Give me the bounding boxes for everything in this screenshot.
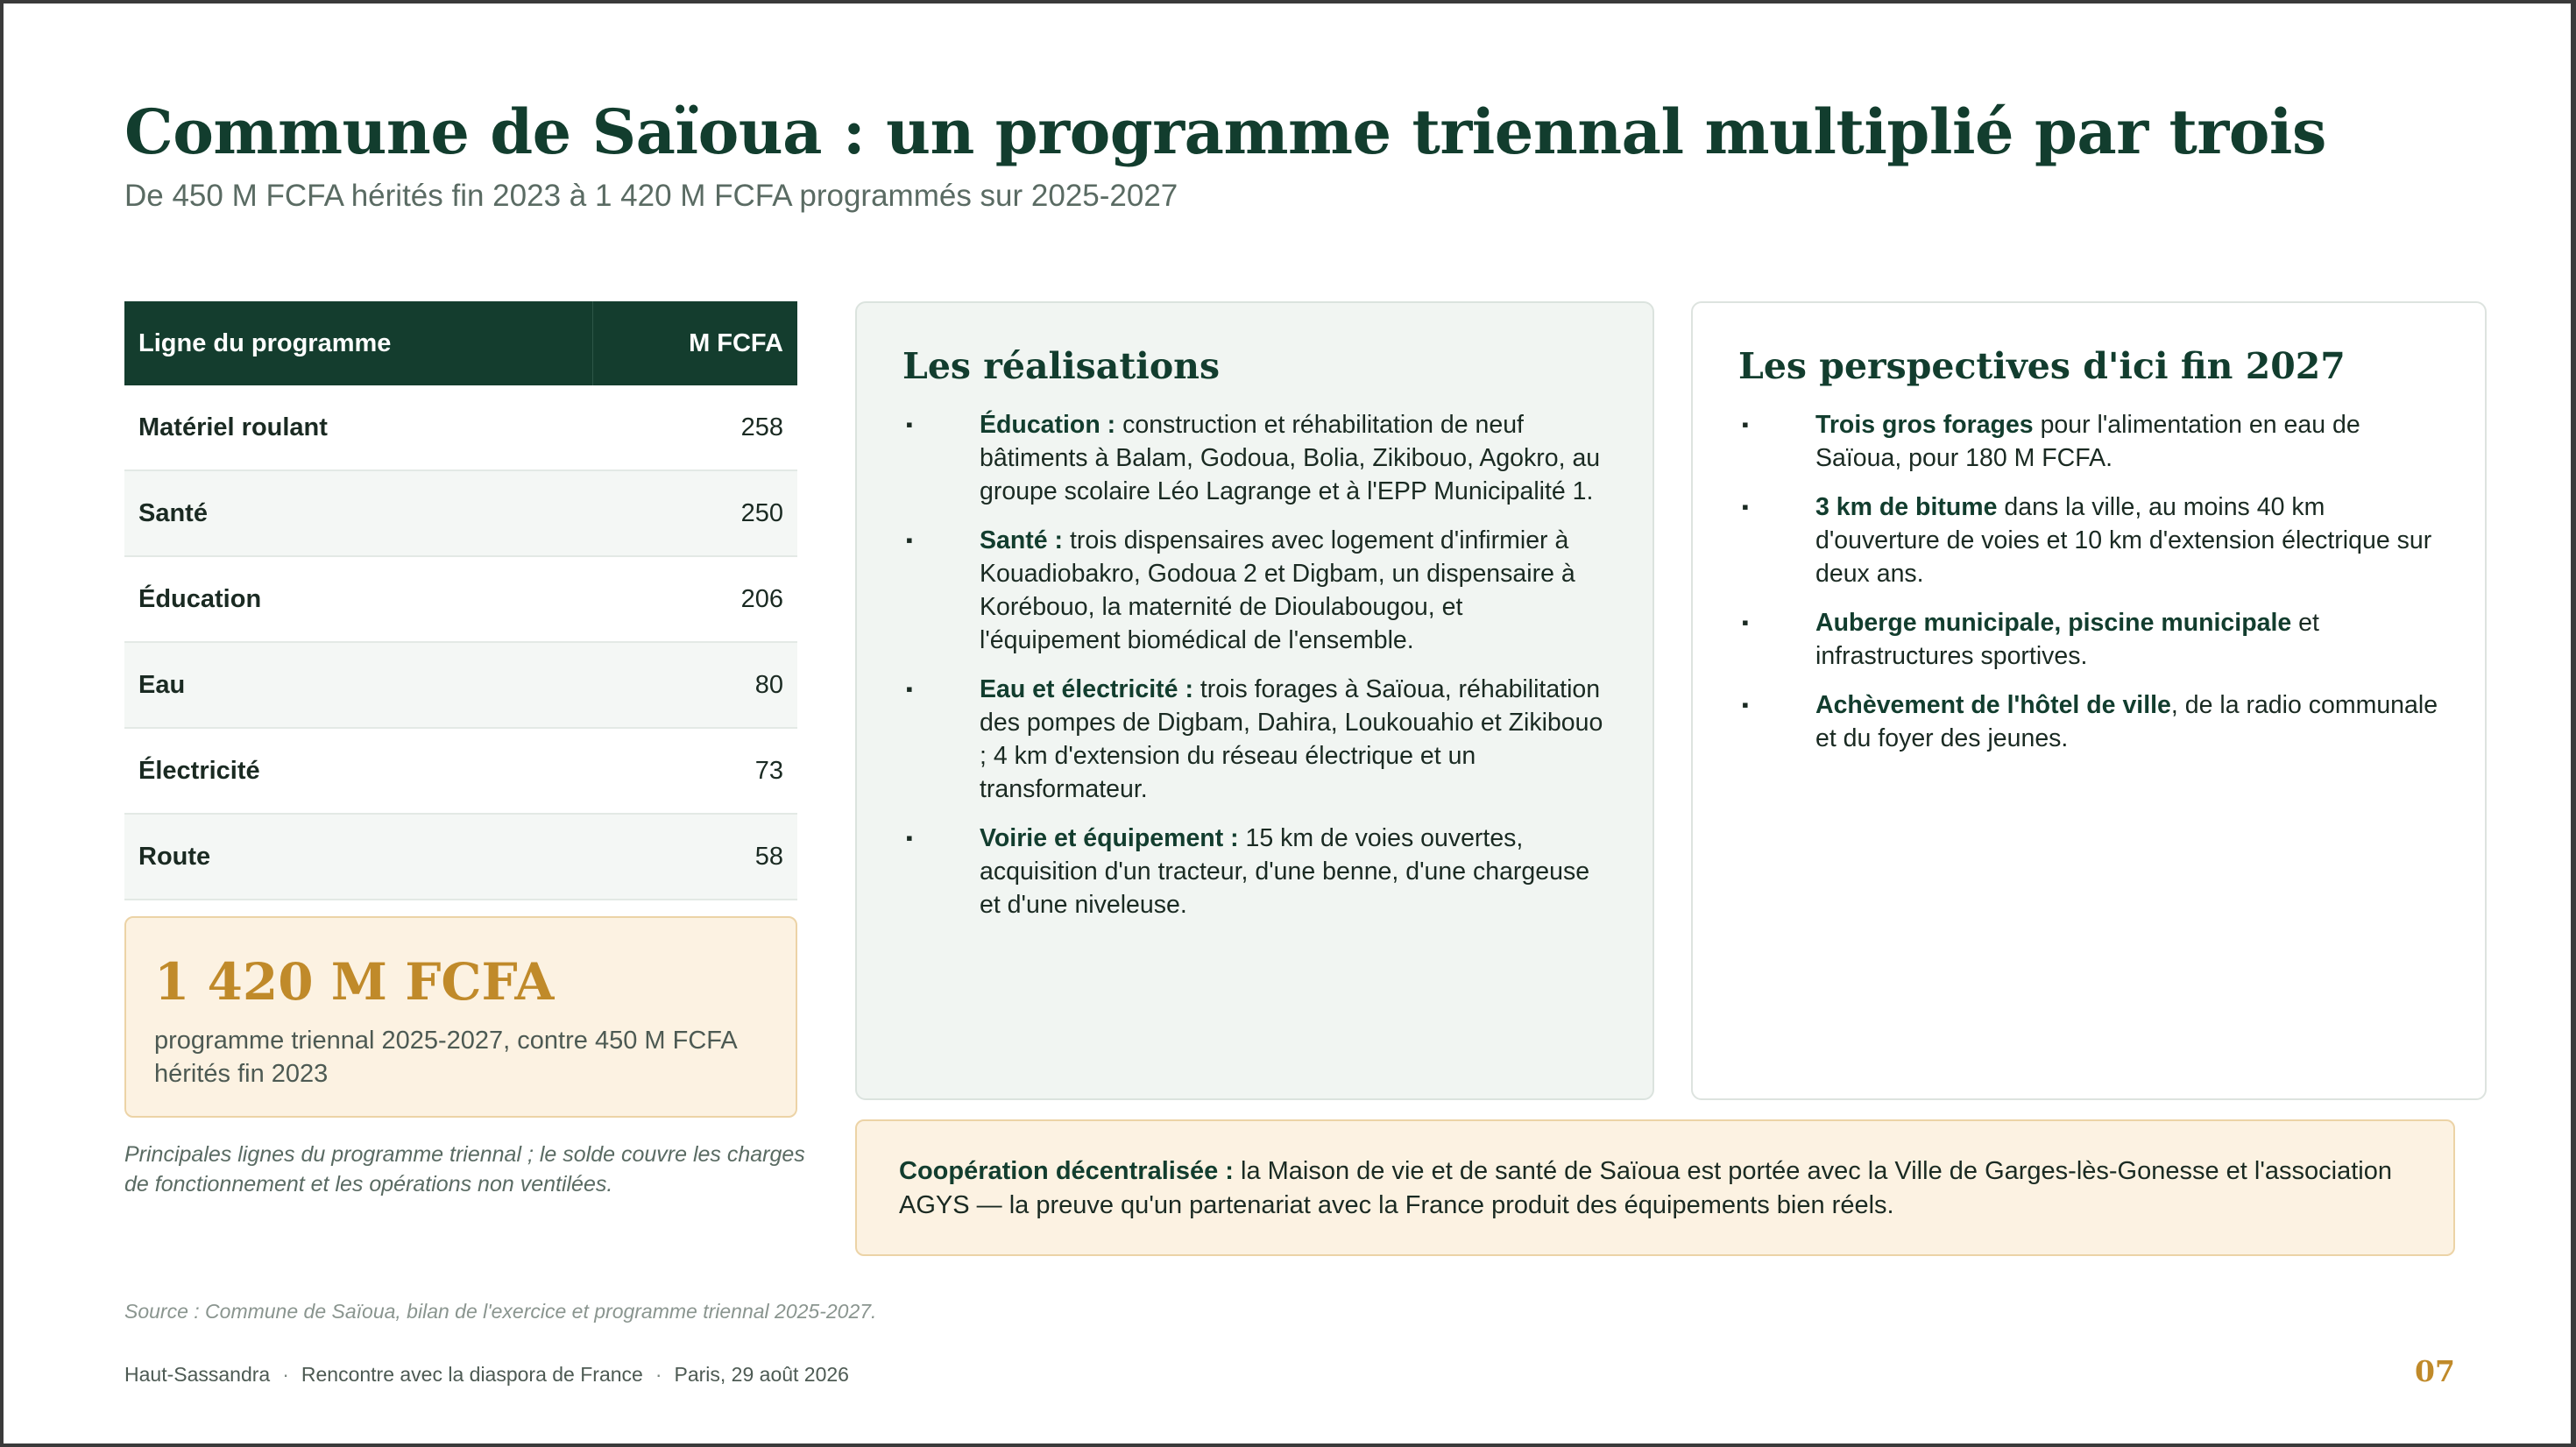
item-lead: Voirie et équipement : [980, 824, 1239, 852]
kpi-box [124, 916, 797, 1118]
table-row [124, 728, 797, 814]
row-value: 250 [592, 470, 797, 556]
table-note: Principales lignes du programme triennal ; le solde couvre les charges de fonctionnement et les opérations non ventilées. [124, 1142, 805, 1196]
item-text: , de la radio communale et du foyer des jeunes. [1815, 691, 2438, 752]
row-label: Matériel roulant [124, 385, 592, 470]
item-lead: Éducation : [980, 411, 1116, 439]
row-value: 73 [592, 728, 797, 814]
item-text: pour l'alimentation en eau de Saïoua, pour 180 M FCFA. [1815, 411, 2360, 472]
table-row [124, 556, 797, 642]
perspectives-title: Les perspectives d'ici fin 2027 [1738, 345, 2346, 387]
row-value: 58 [592, 814, 797, 900]
column-header-label: Ligne du programme [124, 301, 592, 385]
row-label: Santé [124, 470, 592, 556]
page-subtitle: De 450 M FCFA hérités fin 2023 à 1 420 M FCFA programmés sur 2025-2027 [124, 179, 1178, 213]
square-bullet-icon: ▪ [906, 827, 913, 849]
list-item [1738, 408, 2439, 475]
row-label: Route [124, 814, 592, 900]
row-label: Éducation [124, 556, 592, 642]
cooperation-lead: Coopération décentralisée : [899, 1157, 1234, 1185]
item-lead: Santé : [980, 526, 1064, 554]
page-number: 07 [2415, 1354, 2455, 1388]
footer-event: Rencontre avec la diaspora de France [301, 1363, 643, 1386]
row-value: 206 [592, 556, 797, 642]
column-header-value: M FCFA [592, 301, 797, 385]
footer-region: Haut-Sassandra [124, 1363, 271, 1386]
item-lead: Trois gros forages [1815, 411, 2034, 439]
item-text: 15 km de voies ouvertes, acquisition d'un tracteur, d'une benne, d'une chargeuse et d'une niveleuse. [980, 824, 1590, 919]
kpi-value: 1 420 M FCFA [154, 952, 555, 1012]
list-item [1738, 688, 2439, 755]
item-lead: Auberge municipale, piscine municipale [1815, 609, 2292, 637]
source-note: Source : Commune de Saïoua, bilan de l'exercice et programme triennal 2025-2027. [124, 1300, 877, 1323]
row-label: Eau [124, 642, 592, 728]
square-bullet-icon: ▪ [1742, 496, 1749, 518]
item-text: dans la ville, au moins 40 km d'ouverture de voies et 10 km d'extension électrique sur deux ans. [1815, 493, 2432, 588]
item-text: trois forages à Saïoua, réhabilitation des pompes de Digbam, Dahira, Loukouahio et Zikibouo ; 4 km d'extension du réseau électrique et un transformateur. [980, 675, 1603, 803]
table-row [124, 470, 797, 556]
square-bullet-icon: ▪ [1742, 694, 1749, 716]
item-lead: 3 km de bitume [1815, 493, 1998, 521]
realisations-title: Les réalisations [902, 345, 1221, 387]
footer-separator: · [282, 1363, 289, 1386]
footer [124, 1363, 849, 1387]
perspectives-card [1691, 301, 2487, 1100]
perspectives-list [1738, 408, 2439, 755]
list-item [902, 408, 1607, 508]
item-text: trois dispensaires avec logement d'infirmier à Kouadiobakro, Godoua 2 et Digbam, un dispensaire à Korébouo, la maternité de Dioulabougou, et l'équipement biomédical de l'ensemble. [980, 526, 1575, 654]
table-header-row [124, 301, 797, 385]
footer-separator: · [655, 1363, 662, 1386]
realisations-list [902, 408, 1607, 921]
row-label: Électricité [124, 728, 592, 814]
item-text: et infrastructures sportives. [1815, 609, 2319, 670]
table-row [124, 814, 797, 900]
program-table [124, 301, 797, 900]
slide [4, 4, 2571, 1443]
item-lead: Achèvement de l'hôtel de ville [1815, 691, 2171, 719]
square-bullet-icon: ▪ [906, 413, 913, 435]
row-value: 80 [592, 642, 797, 728]
square-bullet-icon: ▪ [1742, 611, 1749, 633]
cooperation-text: la Maison de vie et de santé de Saïoua est portée avec la Ville de Garges-lès-Gonesse et l'association AGYS — la preuve qu'un partenariat avec la France produit des équipements bien réels. [899, 1157, 2392, 1219]
row-value: 258 [592, 385, 797, 470]
realisations-card [855, 301, 1654, 1100]
list-item [1738, 491, 2439, 590]
table-row [124, 642, 797, 728]
list-item [902, 524, 1607, 657]
footer-place-date: Paris, 29 août 2026 [674, 1363, 849, 1386]
cooperation-callout [855, 1119, 2455, 1256]
list-item [902, 822, 1607, 921]
square-bullet-icon: ▪ [906, 529, 913, 551]
square-bullet-icon: ▪ [906, 678, 913, 700]
item-lead: Eau et électricité : [980, 675, 1193, 703]
list-item [902, 673, 1607, 806]
list-item [1738, 606, 2439, 673]
table-row [124, 385, 797, 470]
kpi-description: programme triennal 2025-2027, contre 450 M FCFA hérités fin 2023 [154, 1027, 737, 1088]
page-title: Commune de Saïoua : un programme triennal multiplié par trois [124, 95, 2326, 168]
item-text: construction et réhabilitation de neuf bâtiments à Balam, Godoua, Bolia, Zikibouo, Agokro, au groupe scolaire Léo Lagrange et à l'EPP Municipalité 1. [980, 411, 1601, 505]
square-bullet-icon: ▪ [1742, 413, 1749, 435]
